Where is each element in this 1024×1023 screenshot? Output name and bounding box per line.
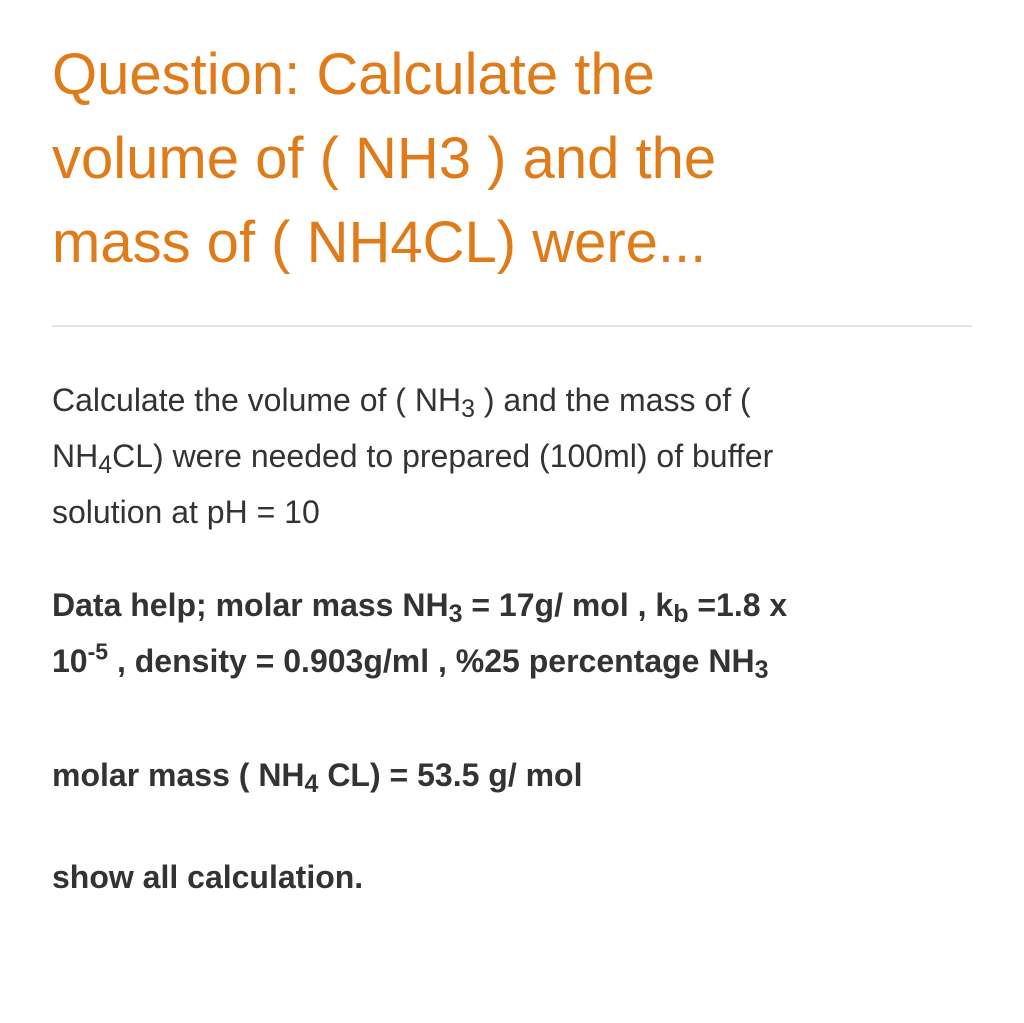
data-help-line: [52, 633, 982, 689]
text-run: = 17g/ mol , k: [462, 587, 674, 623]
text-run: , density = 0.903g/ml , %25 percentage NH: [108, 643, 755, 679]
subscript: 4: [304, 770, 319, 799]
question-title-line: mass of ( NH4CL) were...: [52, 210, 707, 275]
subscript: 3: [461, 395, 475, 424]
instruction-text: show all calculation.: [52, 859, 364, 895]
body-line: [52, 372, 982, 428]
text-run: Calculate the volume of ( NH: [52, 382, 462, 418]
question-body-text: [52, 372, 982, 540]
subscript: 3: [754, 656, 769, 685]
text-run: ) and the mass of (: [474, 382, 751, 418]
question-title-line: Question: Calculate the: [52, 42, 655, 107]
text-run: 10: [52, 643, 88, 679]
text-run: CL) = 53.5 g/ mol: [318, 757, 583, 793]
subscript: 3: [448, 600, 463, 629]
text-run: NH: [52, 438, 99, 474]
divider: [52, 325, 972, 327]
molar-mass-line: [52, 747, 982, 803]
text-run: CL) were needed to prepared (100ml) of buffer: [112, 438, 774, 474]
superscript: -5: [87, 638, 109, 665]
text-run: =1.8 x: [688, 587, 788, 623]
data-help-line: [52, 577, 982, 633]
molar-mass-nh4cl: [52, 747, 982, 803]
text-run: Data help; molar mass NH: [52, 587, 449, 623]
body-line: [52, 428, 982, 484]
question-title: [52, 33, 982, 285]
body-line: solution at pH = 10: [52, 494, 320, 530]
subscript: b: [673, 600, 689, 629]
subscript: 4: [98, 451, 113, 480]
question-title-line: volume of ( NH3 ) and the: [52, 126, 717, 191]
data-help: [52, 577, 982, 689]
text-run: molar mass ( NH: [52, 757, 305, 793]
